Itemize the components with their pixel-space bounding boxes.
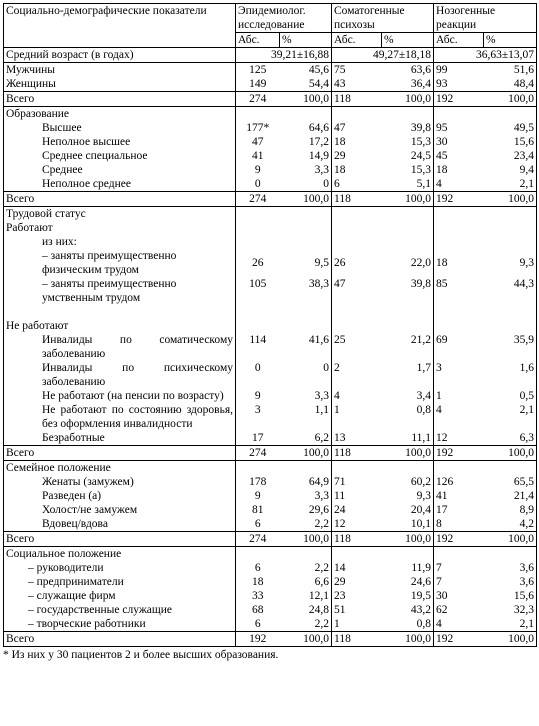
- header-abs: Абс.: [434, 33, 484, 48]
- row-label: Инвалиды по соматическому заболеванию: [4, 333, 236, 361]
- row-label: [4, 249, 236, 277]
- cell-pct: 3,4: [382, 389, 434, 403]
- row-label: Неполное высшее: [4, 135, 236, 149]
- cell-pct: 24,6: [382, 575, 434, 589]
- cell-abs: 7: [434, 561, 484, 575]
- row-label-line: умственным трудом: [42, 292, 141, 304]
- section-heading: [4, 207, 537, 222]
- table-row: [4, 403, 537, 431]
- cell-pct: 100,0: [280, 446, 332, 461]
- cell-abs: 118: [332, 192, 382, 207]
- table-row: [4, 575, 537, 589]
- row-label: Всего: [4, 92, 236, 107]
- row-label: Инвалиды по психическому заболеванию: [4, 361, 236, 389]
- cell-pct: 32,3: [484, 603, 537, 617]
- total-row: [4, 446, 537, 461]
- total-row: [4, 632, 537, 647]
- row-label: – творческие работники: [4, 617, 236, 632]
- cell-abs: 18: [434, 163, 484, 177]
- cell-pct: 100,0: [280, 92, 332, 107]
- table-row: [4, 489, 537, 503]
- row-label: Всего: [4, 192, 236, 207]
- age-value: 36,63±13,07: [434, 48, 537, 63]
- cell-abs: 47: [332, 121, 382, 135]
- cell-abs: 192: [434, 532, 484, 547]
- section-title: Трудовой статус: [4, 207, 236, 222]
- cell-pct: 3,3: [280, 163, 332, 177]
- table-row: [4, 431, 537, 446]
- cell-abs: 26: [236, 249, 280, 277]
- cell-abs: 51: [332, 603, 382, 617]
- cell-abs: 9: [236, 163, 280, 177]
- cell-pct: 100,0: [484, 446, 537, 461]
- cell-pct: 64,6: [280, 121, 332, 135]
- cell-abs: 118: [332, 446, 382, 461]
- cell-pct: 48,4: [484, 77, 537, 92]
- cell-pct: 3,3: [280, 389, 332, 403]
- section-heading: [4, 461, 537, 476]
- cell-pct: 23,4: [484, 149, 537, 163]
- cell-pct: 100,0: [484, 192, 537, 207]
- cell-abs: 47: [332, 277, 382, 305]
- cell-abs: 69: [434, 333, 484, 361]
- cell-abs: 192: [236, 632, 280, 647]
- cell-abs: 25: [332, 333, 382, 361]
- cell-abs: 4: [434, 177, 484, 192]
- table-row: [4, 361, 537, 389]
- cell-pct: 6,3: [484, 431, 537, 446]
- cell-pct: 44,3: [484, 277, 537, 305]
- cell-pct: 100,0: [484, 532, 537, 547]
- row-label: Всего: [4, 632, 236, 647]
- cell-abs: 62: [434, 603, 484, 617]
- section-heading: [4, 547, 537, 562]
- total-row: [4, 192, 537, 207]
- row-label: Среднее: [4, 163, 236, 177]
- cell-abs: 95: [434, 121, 484, 135]
- cell-abs: 3: [434, 361, 484, 389]
- spacer-row: [4, 305, 537, 319]
- cell-pct: 1,6: [484, 361, 537, 389]
- subsection-title: Работают: [4, 221, 236, 235]
- table-row: [4, 389, 537, 403]
- section-title: Семейное положение: [4, 461, 236, 476]
- cell-pct: 19,5: [382, 589, 434, 603]
- cell-abs: 274: [236, 532, 280, 547]
- cell-pct: 0: [280, 361, 332, 389]
- cell-abs: 13: [332, 431, 382, 446]
- cell-abs: 43: [332, 77, 382, 92]
- cell-abs: 0: [236, 177, 280, 192]
- table-row: [4, 503, 537, 517]
- age-value: 49,27±18,18: [332, 48, 434, 63]
- cell-pct: 43,2: [382, 603, 434, 617]
- cell-abs: 4: [332, 389, 382, 403]
- cell-pct: 0,8: [382, 403, 434, 431]
- table-row: [4, 149, 537, 163]
- cell-pct: 51,6: [484, 63, 537, 78]
- cell-pct: 2,1: [484, 617, 537, 632]
- cell-pct: 64,9: [280, 475, 332, 489]
- table-row: [4, 163, 537, 177]
- cell-abs: 274: [236, 192, 280, 207]
- cell-pct: 4,2: [484, 517, 537, 532]
- cell-pct: 35,9: [484, 333, 537, 361]
- cell-abs: 45: [434, 149, 484, 163]
- cell-abs: 192: [434, 92, 484, 107]
- sub-heading: [4, 221, 537, 235]
- cell-abs: 41: [434, 489, 484, 503]
- subsection-note: из них:: [4, 235, 236, 249]
- cell-pct: 9,3: [484, 249, 537, 277]
- row-label: Женщины: [4, 77, 236, 92]
- cell-pct: 11,9: [382, 561, 434, 575]
- cell-abs: 18: [332, 135, 382, 149]
- cell-abs: 149: [236, 77, 280, 92]
- cell-pct: 3,3: [280, 489, 332, 503]
- cell-abs: 1: [332, 617, 382, 632]
- cell-abs: 68: [236, 603, 280, 617]
- cell-pct: 24,8: [280, 603, 332, 617]
- cell-pct: 6,6: [280, 575, 332, 589]
- cell-pct: 100,0: [382, 532, 434, 547]
- cell-abs: 30: [434, 589, 484, 603]
- cell-pct: 100,0: [280, 532, 332, 547]
- header-somatogenic: Соматогенные психозы: [332, 4, 434, 33]
- cell-pct: 0: [280, 177, 332, 192]
- cell-pct: 17,2: [280, 135, 332, 149]
- total-row: [4, 532, 537, 547]
- cell-pct: 100,0: [484, 632, 537, 647]
- table-row: [4, 135, 537, 149]
- cell-abs: 12: [332, 517, 382, 532]
- section-heading: [4, 107, 537, 122]
- cell-abs: 81: [236, 503, 280, 517]
- cell-abs: 12: [434, 431, 484, 446]
- cell-pct: 15,6: [484, 589, 537, 603]
- cell-pct: 100,0: [382, 446, 434, 461]
- cell-abs: 105: [236, 277, 280, 305]
- cell-abs: 6: [332, 177, 382, 192]
- row-label: Не работают по состоянию здоровья, без оформления инвалидности: [4, 403, 236, 431]
- cell-abs: 4: [434, 403, 484, 431]
- cell-abs: 4: [434, 617, 484, 632]
- row-label: Средний возраст (в годах): [4, 48, 236, 63]
- table-row: [4, 249, 537, 277]
- cell-pct: 21,2: [382, 333, 434, 361]
- table-row: [4, 177, 537, 192]
- cell-abs: 9: [236, 489, 280, 503]
- row-label: Неполное среднее: [4, 177, 236, 192]
- row-label: [4, 277, 236, 305]
- cell-abs: 177*: [236, 121, 280, 135]
- cell-pct: 100,0: [484, 92, 537, 107]
- cell-abs: 14: [332, 561, 382, 575]
- cell-abs: 8: [434, 517, 484, 532]
- table-row: [4, 63, 537, 78]
- cell-abs: 23: [332, 589, 382, 603]
- cell-pct: 24,5: [382, 149, 434, 163]
- cell-abs: 118: [332, 92, 382, 107]
- section-title: Образование: [4, 107, 236, 122]
- cell-pct: 100,0: [382, 192, 434, 207]
- cell-pct: 60,2: [382, 475, 434, 489]
- cell-pct: 3,6: [484, 575, 537, 589]
- cell-pct: 9,5: [280, 249, 332, 277]
- cell-abs: 2: [332, 361, 382, 389]
- demographic-table: [3, 3, 537, 647]
- row-label: – руководители: [4, 561, 236, 575]
- cell-pct: 45,6: [280, 63, 332, 78]
- row-label-line: – заняты преимущественно: [42, 278, 177, 290]
- header-pct: %: [484, 33, 537, 48]
- cell-pct: 15,3: [382, 135, 434, 149]
- cell-pct: 41,6: [280, 333, 332, 361]
- header-indicator: Социально-демографические показатели: [4, 4, 236, 48]
- cell-pct: 49,5: [484, 121, 537, 135]
- table-row: [4, 277, 537, 305]
- cell-abs: 33: [236, 589, 280, 603]
- table-row: [4, 561, 537, 575]
- cell-pct: 9,4: [484, 163, 537, 177]
- cell-pct: 1,1: [280, 403, 332, 431]
- total-row: [4, 92, 537, 107]
- cell-abs: 6: [236, 517, 280, 532]
- age-value: 39,21±16,88: [236, 48, 332, 63]
- cell-abs: 18: [434, 249, 484, 277]
- cell-pct: 2,1: [484, 177, 537, 192]
- row-label: Холост/не замужем: [4, 503, 236, 517]
- row-label: – предприниматели: [4, 575, 236, 589]
- cell-pct: 0,5: [484, 389, 537, 403]
- row-label-line: физическим трудом: [42, 264, 139, 276]
- cell-abs: 41: [236, 149, 280, 163]
- table-row: [4, 475, 537, 489]
- cell-pct: 65,5: [484, 475, 537, 489]
- cell-pct: 39,8: [382, 277, 434, 305]
- cell-abs: 1: [434, 389, 484, 403]
- cell-abs: 29: [332, 149, 382, 163]
- table-row: [4, 517, 537, 532]
- header-pct: %: [280, 33, 332, 48]
- cell-abs: 1: [332, 403, 382, 431]
- cell-abs: 30: [434, 135, 484, 149]
- table-row: [4, 77, 537, 92]
- row-label: Разведен (а): [4, 489, 236, 503]
- row-label: Всего: [4, 446, 236, 461]
- cell-abs: 6: [236, 561, 280, 575]
- cell-pct: 6,2: [280, 431, 332, 446]
- cell-pct: 54,4: [280, 77, 332, 92]
- header-nosogenic: Нозогенные реакции: [434, 4, 537, 33]
- row-label: Не работают (на пенсии по возрасту): [4, 389, 236, 403]
- row-label-line: – заняты преимущественно: [42, 250, 177, 262]
- cell-pct: 2,2: [280, 517, 332, 532]
- header-pct: %: [382, 33, 434, 48]
- cell-abs: 17: [434, 503, 484, 517]
- cell-abs: 26: [332, 249, 382, 277]
- row-label: – служащие фирм: [4, 589, 236, 603]
- cell-pct: 10,1: [382, 517, 434, 532]
- cell-pct: 1,7: [382, 361, 434, 389]
- cell-abs: 24: [332, 503, 382, 517]
- cell-pct: 29,6: [280, 503, 332, 517]
- cell-abs: 126: [434, 475, 484, 489]
- cell-pct: 2,2: [280, 617, 332, 632]
- header-abs: Абс.: [236, 33, 280, 48]
- cell-abs: 99: [434, 63, 484, 78]
- cell-abs: 118: [332, 632, 382, 647]
- cell-abs: 85: [434, 277, 484, 305]
- cell-abs: 71: [332, 475, 382, 489]
- table-row: [4, 589, 537, 603]
- cell-abs: 178: [236, 475, 280, 489]
- table-row: [4, 121, 537, 135]
- cell-pct: 100,0: [382, 632, 434, 647]
- cell-pct: 38,3: [280, 277, 332, 305]
- cell-abs: 47: [236, 135, 280, 149]
- cell-abs: 18: [332, 163, 382, 177]
- cell-pct: 2,1: [484, 403, 537, 431]
- cell-abs: 125: [236, 63, 280, 78]
- header-epidemiological: Эпидемиолог. исследование: [236, 4, 332, 33]
- cell-pct: 12,1: [280, 589, 332, 603]
- cell-pct: 100,0: [280, 632, 332, 647]
- sub-heading: [4, 235, 537, 249]
- cell-abs: 192: [434, 632, 484, 647]
- cell-abs: 274: [236, 446, 280, 461]
- cell-pct: 2,2: [280, 561, 332, 575]
- cell-abs: 6: [236, 617, 280, 632]
- cell-pct: 0,8: [382, 617, 434, 632]
- row-label: Вдовец/вдова: [4, 517, 236, 532]
- row-label: Мужчины: [4, 63, 236, 78]
- table-row: [4, 603, 537, 617]
- cell-abs: 118: [332, 532, 382, 547]
- cell-abs: 192: [434, 192, 484, 207]
- cell-abs: 17: [236, 431, 280, 446]
- cell-pct: 9,3: [382, 489, 434, 503]
- row-label: Женаты (замужем): [4, 475, 236, 489]
- cell-abs: 274: [236, 92, 280, 107]
- cell-abs: 7: [434, 575, 484, 589]
- cell-pct: 21,4: [484, 489, 537, 503]
- cell-pct: 3,6: [484, 561, 537, 575]
- row-label: Среднее специальное: [4, 149, 236, 163]
- cell-abs: 114: [236, 333, 280, 361]
- cell-abs: 3: [236, 403, 280, 431]
- cell-abs: 11: [332, 489, 382, 503]
- cell-abs: 192: [434, 446, 484, 461]
- header-abs: Абс.: [332, 33, 382, 48]
- sub-heading: [4, 319, 537, 333]
- cell-pct: 15,6: [484, 135, 537, 149]
- cell-pct: 11,1: [382, 431, 434, 446]
- cell-abs: 9: [236, 389, 280, 403]
- cell-abs: 75: [332, 63, 382, 78]
- cell-abs: 18: [236, 575, 280, 589]
- footnote: * Из них у 30 пациентов 2 и более высших образования.: [3, 649, 279, 661]
- cell-pct: 8,9: [484, 503, 537, 517]
- cell-abs: 0: [236, 361, 280, 389]
- cell-pct: 63,6: [382, 63, 434, 78]
- table-row: [4, 333, 537, 361]
- cell-abs: 93: [434, 77, 484, 92]
- cell-pct: 100,0: [382, 92, 434, 107]
- table-row: [4, 617, 537, 632]
- cell-pct: 22,0: [382, 249, 434, 277]
- row-label: – государственные служащие: [4, 603, 236, 617]
- cell-pct: 39,8: [382, 121, 434, 135]
- cell-abs: 29: [332, 575, 382, 589]
- cell-pct: 36,4: [382, 77, 434, 92]
- row-label: Высшее: [4, 121, 236, 135]
- cell-pct: 15,3: [382, 163, 434, 177]
- cell-pct: 14,9: [280, 149, 332, 163]
- row-label: Безработные: [4, 431, 236, 446]
- subsection-title: Не работают: [4, 319, 236, 333]
- row-label: Всего: [4, 532, 236, 547]
- cell-pct: 20,4: [382, 503, 434, 517]
- table-row: [4, 48, 537, 63]
- cell-pct: 100,0: [280, 192, 332, 207]
- cell-pct: 5,1: [382, 177, 434, 192]
- section-title: Социальное положение: [4, 547, 236, 562]
